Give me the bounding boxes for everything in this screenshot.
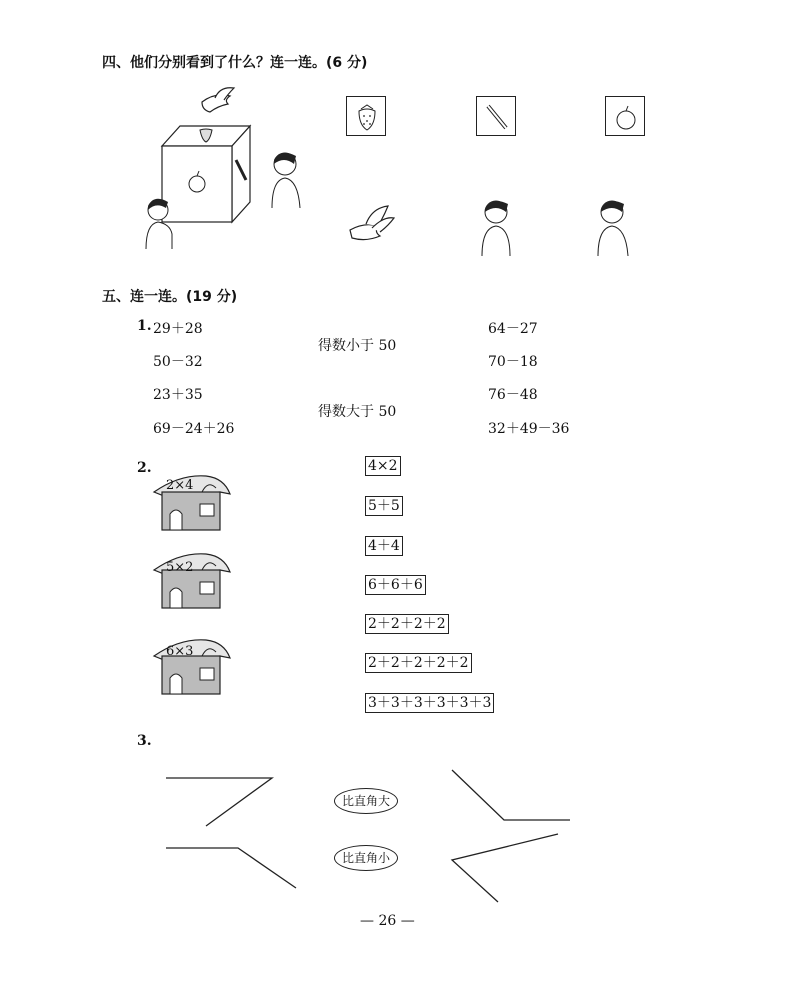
oval-smaller-than-right-angle[interactable]: 比直角小 [334, 845, 398, 871]
left-expression-1[interactable]: 29＋28 [153, 321, 203, 337]
page-number: — 26 — [360, 913, 415, 929]
house-3-label: 6×3 [166, 644, 194, 659]
angle-right-top [452, 770, 570, 820]
option-1[interactable]: 4×2 [365, 456, 401, 476]
question-1-number: 1. [137, 318, 152, 334]
option-4[interactable]: 6＋6＋6 [365, 575, 426, 595]
pencil-view-card[interactable] [476, 96, 516, 136]
option-6[interactable]: 2＋2＋2＋2＋2 [365, 653, 472, 673]
section-5-heading: 五、连一连。(19 分) [102, 289, 238, 305]
house-2[interactable] [150, 548, 234, 612]
option-5[interactable]: 2＋2＋2＋2 [365, 614, 449, 634]
left-expression-4[interactable]: 69－24＋26 [153, 421, 235, 437]
boy-viewer-2-icon[interactable] [594, 196, 634, 258]
pencil-icon [477, 97, 517, 137]
section-4-heading: 四、他们分别看到了什么？连一连。(6 分) [102, 55, 368, 71]
left-angles [160, 764, 300, 894]
right-angles [446, 764, 576, 908]
oval-larger-than-right-angle[interactable]: 比直角大 [334, 788, 398, 814]
left-expression-2[interactable]: 50－32 [153, 354, 203, 370]
question-3-number: 3. [137, 733, 152, 749]
apple-icon [606, 97, 646, 137]
cube-scene-illustration [140, 84, 310, 254]
cube-icon [162, 126, 250, 222]
right-expression-3[interactable]: 76－48 [488, 387, 538, 403]
house-icon [150, 548, 234, 612]
angle-right-bottom [452, 834, 558, 902]
option-3[interactable]: 4＋4 [365, 536, 403, 556]
boy-right-icon [272, 153, 300, 208]
house-2-label: 5×2 [166, 560, 194, 575]
strawberry-view-card[interactable] [346, 96, 386, 136]
angle-left-bottom [166, 848, 296, 888]
angle-left-top [166, 778, 272, 826]
left-expression-3[interactable]: 23＋35 [153, 387, 203, 403]
right-expression-2[interactable]: 70－18 [488, 354, 538, 370]
dove-icon [202, 88, 234, 112]
option-7[interactable]: 3＋3＋3＋3＋3＋3 [365, 693, 494, 713]
category-less-than-50[interactable]: 得数小于 50 [318, 338, 397, 354]
apple-view-card[interactable] [605, 96, 645, 136]
dove-viewer-icon[interactable] [344, 204, 396, 246]
strawberry-icon [347, 97, 387, 137]
right-expression-1[interactable]: 64－27 [488, 321, 538, 337]
category-greater-than-50[interactable]: 得数大于 50 [318, 404, 397, 420]
right-expression-4[interactable]: 32＋49－36 [488, 421, 570, 437]
option-2[interactable]: 5＋5 [365, 496, 403, 516]
house-3[interactable] [150, 634, 234, 698]
house-1[interactable] [150, 470, 234, 534]
boy-viewer-1-icon[interactable] [476, 196, 516, 258]
question-2-number: 2. [137, 460, 152, 476]
house-1-label: 2×4 [166, 478, 194, 493]
